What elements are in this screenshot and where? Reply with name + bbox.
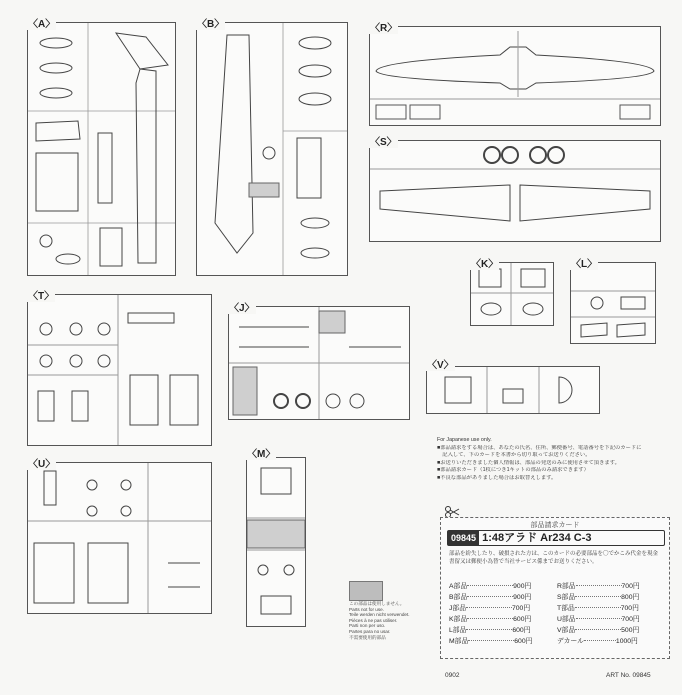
sprue-label-v: 〈V〉 (426, 356, 455, 371)
note-line: 記入して、下のカードを本書から切り取ってお送りください。 (437, 452, 591, 459)
part-price: 900円 (513, 583, 532, 590)
note-line: ■部品請求カード（1枚につき1キットの部品のみ請求できます） (437, 467, 589, 474)
part-name: V部品 (557, 627, 576, 634)
not-for-use-swatch (349, 581, 383, 601)
price-row[interactable] (557, 624, 639, 634)
part-price: 900円 (513, 594, 532, 601)
price-row[interactable] (557, 580, 640, 590)
print-code: 0902 (445, 672, 460, 679)
not-for-use-legend (349, 601, 410, 640)
card-title: 1:48アラド Ar234 C-3 (482, 532, 592, 544)
price-row[interactable] (557, 613, 640, 623)
part-name: K部品 (449, 616, 468, 623)
sprue-b (196, 22, 348, 276)
price-row[interactable] (449, 624, 531, 634)
part-price: 600円 (514, 638, 533, 645)
sprue-b-drawing (197, 23, 347, 275)
legend-line: Teile werden nicht verwendet. (349, 612, 410, 618)
price-row[interactable] (557, 591, 639, 601)
part-price: 700円 (621, 616, 640, 623)
card-code: 09845 (448, 531, 479, 545)
sprue-u (27, 462, 212, 614)
sprue-m-drawing (247, 458, 305, 626)
sprue-label-r: 〈R〉 (369, 19, 398, 34)
sprue-u-drawing (28, 463, 211, 613)
sprue-l-drawing (571, 263, 655, 343)
note-line: For Japanese use only. (437, 437, 492, 443)
note-line: ■部品請求をする場合は、あなたの氏名、住所、郵便番号、電話番号を下記のカードに (437, 444, 642, 451)
legend-line: この部品は使用しません。 (349, 601, 405, 606)
part-name: デカール (557, 638, 584, 645)
sprue-label-l: 〈L〉 (570, 255, 598, 270)
sprue-t (27, 294, 212, 446)
sprue-label-j: 〈J〉 (228, 299, 256, 314)
card-header: 部品請求カード (530, 522, 580, 529)
art-number: ART No. 09845 (606, 672, 651, 679)
sprue-v-drawing (427, 367, 599, 413)
price-row[interactable] (449, 602, 530, 612)
parts-request-notes (437, 437, 672, 483)
card-title-box (447, 530, 665, 546)
price-row[interactable] (557, 635, 638, 645)
legend-line: 不需要使用的部品 (349, 634, 386, 640)
price-row[interactable] (449, 580, 531, 590)
sprue-j-drawing (229, 307, 409, 419)
sprue-j (228, 306, 410, 420)
part-name: J部品 (449, 605, 466, 612)
price-row[interactable] (449, 635, 532, 645)
sprue-label-s: 〈S〉 (369, 133, 398, 148)
price-row[interactable] (557, 602, 639, 612)
part-name: M部品 (449, 638, 469, 645)
price-row[interactable] (449, 613, 531, 623)
part-price: 700円 (512, 605, 531, 612)
part-price: 700円 (620, 605, 639, 612)
sprue-label-a: 〈A〉 (27, 15, 56, 30)
sprue-label-k: 〈K〉 (470, 255, 499, 270)
sprue-r (369, 26, 661, 126)
sprue-k (470, 262, 554, 326)
part-price: 700円 (621, 583, 640, 590)
part-price: 800円 (621, 594, 640, 601)
legend-line: Pièces à ne pas utiliser. (349, 617, 398, 623)
sprue-v (426, 366, 600, 414)
sprue-label-b: 〈B〉 (196, 15, 225, 30)
part-name: U部品 (557, 616, 576, 623)
part-name: B部品 (449, 594, 468, 601)
sprue-s (369, 140, 661, 242)
sprue-t-drawing (28, 295, 211, 445)
sprue-a (27, 22, 176, 276)
card-body: 部品を紛失したり、破損された方は、このカードの必要部品を〇でかこみ代金を現金書留又は郵便小為替で当社サービス係までお送りください。 (449, 551, 659, 565)
sprue-label-t: 〈T〉 (27, 287, 55, 302)
part-name: L部品 (449, 627, 467, 634)
part-name: A部品 (449, 583, 468, 590)
sprue-k-drawing (471, 263, 553, 325)
part-price: 600円 (512, 627, 531, 634)
part-price: 1000円 (615, 638, 638, 645)
note-line: ■不良な部品がありました場合はお取替えします。 (437, 474, 557, 481)
sprue-l (570, 262, 656, 344)
note-line: ■お送りいただきました個人情報は、部品の発送のみに使用させて頂きます。 (437, 459, 620, 466)
part-name: R部品 (557, 583, 576, 590)
sprue-label-u: 〈U〉 (27, 455, 56, 470)
part-name: S部品 (557, 594, 576, 601)
part-price: 500円 (621, 627, 640, 634)
sprue-m (246, 457, 306, 627)
sprue-a-drawing (28, 23, 175, 275)
legend-line: Partes para no usar. (349, 628, 391, 634)
sprue-label-m: 〈M〉 (246, 445, 276, 460)
sprue-r-drawing (370, 27, 660, 125)
legend-line: Parts not for use. (349, 606, 384, 612)
sprue-s-drawing (370, 141, 660, 241)
part-name: T部品 (557, 605, 575, 612)
legend-line: Parti non per uso. (349, 623, 386, 629)
parts-request-card[interactable] (440, 517, 670, 659)
part-price: 600円 (513, 616, 532, 623)
price-row[interactable] (449, 591, 531, 601)
